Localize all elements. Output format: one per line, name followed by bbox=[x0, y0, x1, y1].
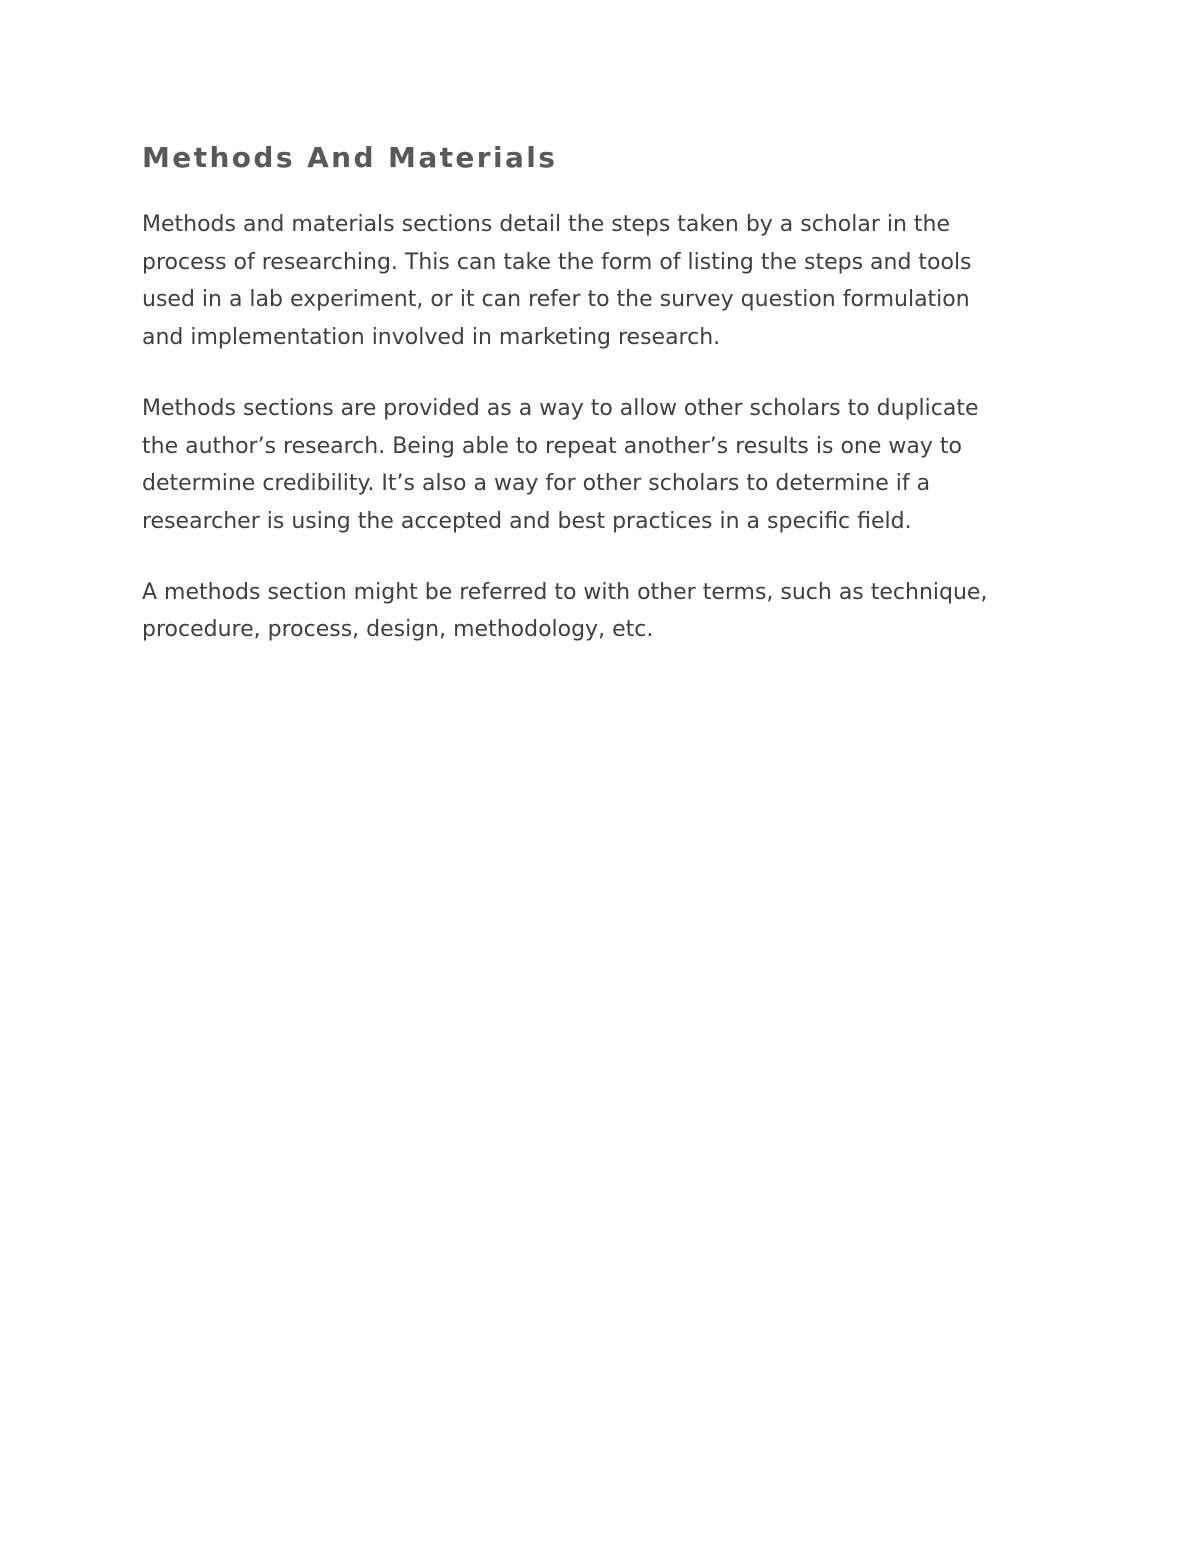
paragraph-methods-synonyms bbox=[142, 574, 1072, 649]
text-line: Methods sections are provided as a way to allow other scholars to duplicate bbox=[142, 395, 979, 421]
text-line: Methods and materials sections detail the steps taken by a scholar in the bbox=[142, 212, 951, 237]
text-line: A methods section might be referred to with other terms, such as technique, bbox=[142, 579, 988, 605]
text-line: process of researching. This can take the form of listing the steps and tools bbox=[142, 249, 972, 275]
text-line: procedure, process, design, methodology, etc. bbox=[142, 617, 654, 643]
document-body bbox=[142, 138, 1072, 682]
text-line: determine credibility. It’s also a way for other scholars to determine if a bbox=[142, 471, 931, 497]
text-line: the author’s research. Being able to repeat another’s results is one way to bbox=[142, 433, 962, 459]
text-line: and implementation involved in marketing research. bbox=[142, 325, 721, 351]
page-title: Methods And Materials bbox=[142, 141, 558, 174]
text-line: used in a lab experiment, or it can refer to the survey question formulation bbox=[142, 287, 970, 313]
paragraph-methods-definition bbox=[142, 206, 1072, 357]
paragraph-methods-purpose bbox=[142, 390, 1072, 541]
text-line: researcher is using the accepted and best practices in a specific field. bbox=[142, 508, 912, 534]
